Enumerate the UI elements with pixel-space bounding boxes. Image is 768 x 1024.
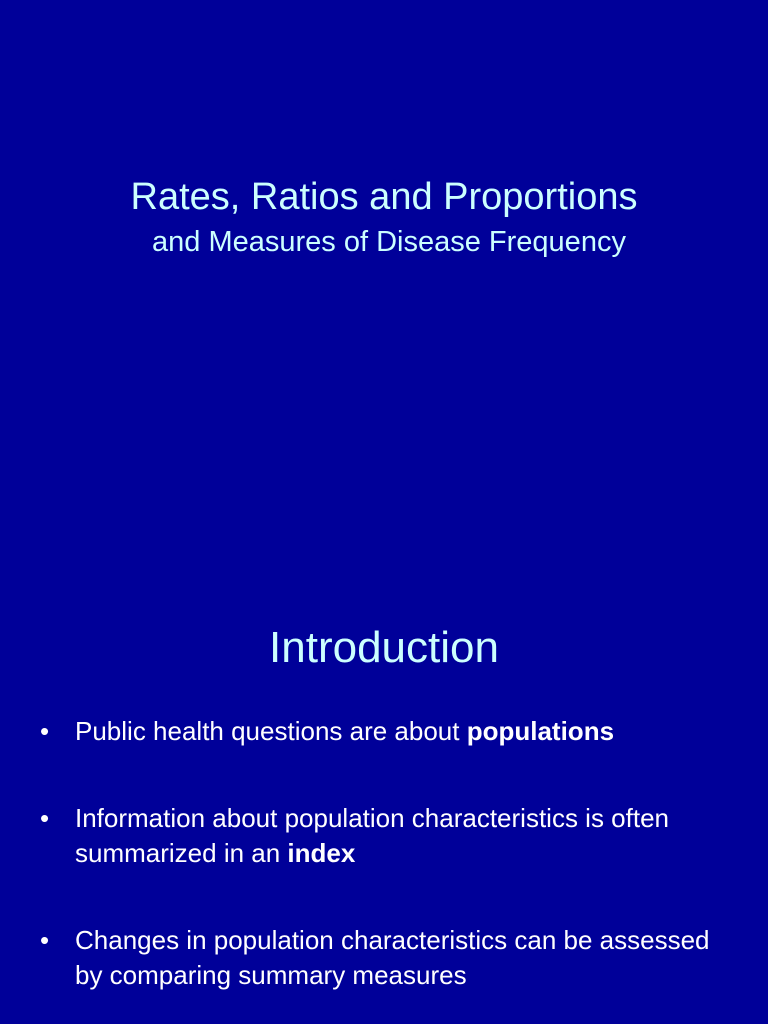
bullet-emphasis: populations xyxy=(466,716,615,746)
bullet-emphasis: index xyxy=(287,838,356,868)
bullet-item xyxy=(40,801,730,871)
bullet-text: Public health questions are about xyxy=(75,716,467,746)
bullet-icon: • xyxy=(40,716,50,746)
bullet-icon: • xyxy=(40,803,50,833)
introduction-slide xyxy=(0,512,768,1024)
bullet-text: Information about population characteristics is often summarized in an xyxy=(75,803,670,868)
bullet-text: Changes in population characteristics can be assessed by comparing summary measures xyxy=(75,925,710,990)
bullet-icon: • xyxy=(40,925,50,955)
slide-title: Rates, Ratios and Proportions xyxy=(130,176,638,218)
bullet-item xyxy=(40,923,730,993)
bullet-item xyxy=(40,714,730,749)
slide-heading: Introduction xyxy=(269,623,499,672)
slide-subtitle: and Measures of Disease Frequency xyxy=(152,226,626,258)
bullet-list xyxy=(40,714,730,1024)
